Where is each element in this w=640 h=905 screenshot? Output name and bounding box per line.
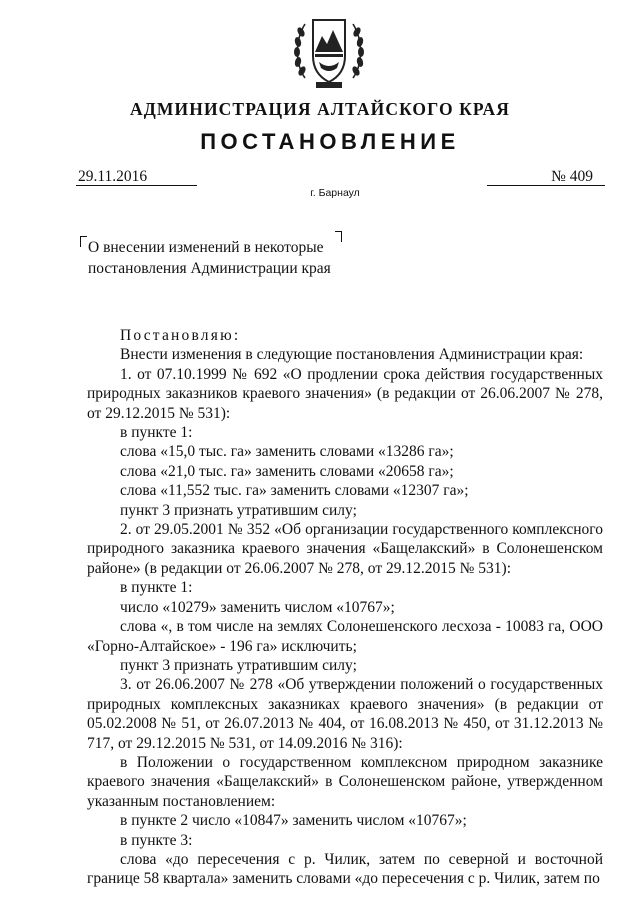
body-paragraph: слова «до пересечения с р. Чилик, затем по северной и восточной границе 58 квартала» заменить словами «до пересечения с р. Чилик, затем по xyxy=(87,850,603,888)
body-paragraph-resolve: Постановляю: xyxy=(120,327,241,344)
body-paragraph: слова «11,552 тыс. га» заменить словами «12307 га»; xyxy=(120,482,469,500)
body-paragraph: слова «, в том числе на землях Солонешенского лесхоза - 10083 га, ООО «Горно-Алтайское» - 196 га» исключить; xyxy=(87,618,603,655)
document-body xyxy=(87,326,603,889)
body-paragraph: в пункте 1: xyxy=(120,579,193,597)
body-paragraph: в пункте 3: xyxy=(120,831,193,849)
body-paragraph: 3. от 26.06.2007 № 278 «Об утверждении положений о государственных природных комплексных заказниках краевого значения» (в редакции от 05.02.2008 № 51, от 26.07.2013 № 404, от 16.08.2013 № 450, от 31.12.2013 № 717, от 29.12.2015 № 531, от 14.09.2016 № 316): xyxy=(87,676,603,752)
body-paragraph: в пункте 1: xyxy=(120,424,193,442)
document-type-title: ПОСТАНОВЛЕНИЕ xyxy=(200,129,460,154)
document-number: № 409 xyxy=(487,168,605,186)
body-paragraph: в Положении о государственном комплексном природном заказнике краевого значения «Бащелакский» в Солонешенском районе, утвержденном указанным постановлением: xyxy=(87,753,603,810)
document-date: 29.11.2016 xyxy=(76,168,197,186)
body-paragraph: пункт 3 признать утратившим силу; xyxy=(120,656,357,674)
subject-line: О внесении изменений в некоторые xyxy=(88,239,324,256)
body-paragraph: 1. от 07.10.1999 № 692 «О продлении срока действия государственных природных заказников краевого значения» (в редакции от 26.06.2007 № 278, от 29.12.2015 № 531): xyxy=(87,365,603,422)
coat-of-arms-emblem xyxy=(291,12,367,92)
body-paragraph: слова «15,0 тыс. га» заменить словами «13286 га»; xyxy=(120,443,454,461)
document-subject xyxy=(88,237,358,279)
body-paragraph: в пункте 2 число «10847» заменить числом «10767»; xyxy=(120,812,467,830)
body-paragraph: пункт 3 признать утратившим силу; xyxy=(120,501,357,519)
subject-line: постановления Администрации края xyxy=(88,260,331,277)
body-paragraph: число «10279» заменить числом «10767»; xyxy=(120,598,395,616)
body-paragraph: Внести изменения в следующие постановления Администрации края: xyxy=(120,346,584,364)
body-paragraph: слова «21,0 тыс. га» заменить словами «20658 га»; xyxy=(120,462,454,480)
body-paragraph: 2. от 29.05.2001 № 352 «Об организации государственного комплексного природного заказника краевого значения «Бащелакский» в Солонешенском районе» (в редакции от 26.06.2007 № 278, от 29.12.2015 № 531): xyxy=(87,521,603,577)
document-city: г. Барнаул xyxy=(310,187,360,199)
subject-corner-left xyxy=(80,236,87,247)
organization-name: АДМИНИСТРАЦИЯ АЛТАЙСКОГО КРАЯ xyxy=(130,99,510,119)
